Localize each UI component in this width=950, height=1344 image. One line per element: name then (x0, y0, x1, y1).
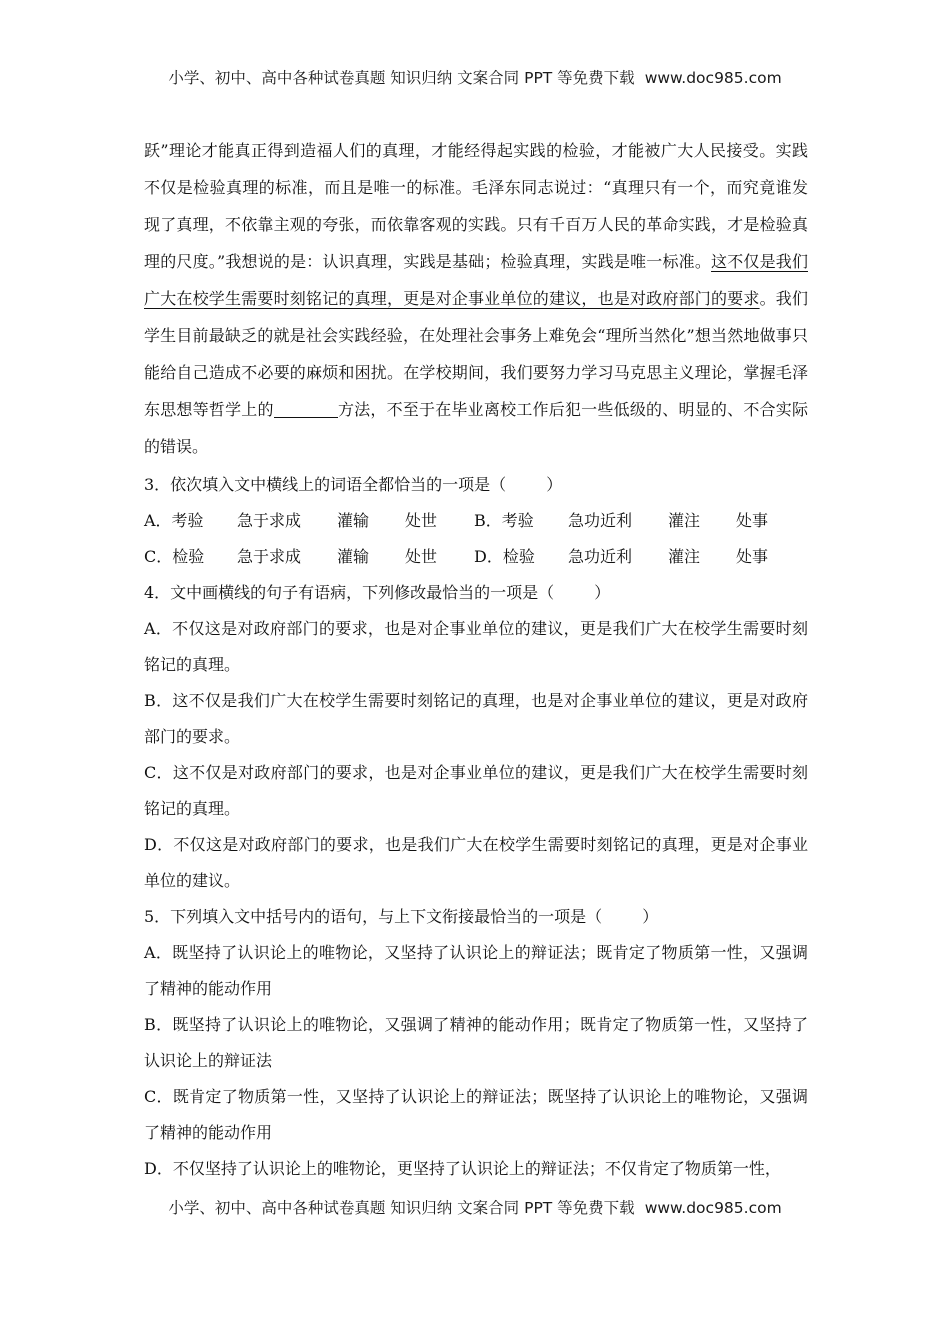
q3-opt-b-word4: 处事 (736, 511, 769, 530)
page-content (144, 132, 808, 1187)
question-4-text: 4．文中画横线的句子有语病，下列修改最恰当的一项是（ (144, 583, 555, 602)
passage-text-3: 方法，不至于在毕业离校工作后犯一些低级的、明显的、不合实际的错误。 (144, 400, 808, 456)
underlined-sentence: 这不仅是我们广大在校学生需要时刻铭记的真理，更是对企事业单位的建议，也是对政府部门的要求 (144, 252, 808, 308)
footer-banner (0, 1196, 950, 1218)
banner-text: 小学、初中、高中各种试卷真题 知识归纳 文案合同 PPT 等免费下载 (168, 69, 635, 87)
question-5-stem (144, 899, 808, 935)
question-5-close: ） (642, 907, 659, 926)
question-3-text: 3．依次填入文中横线上的词语全都恰当的一项是（ (144, 475, 507, 494)
passage-paragraph (144, 132, 808, 465)
q3-opt-c-word3: 灌输 (337, 547, 370, 566)
question-3-stem (144, 467, 808, 503)
q3-opt-b-word3: 灌注 (668, 511, 701, 530)
banner-text-footer: 小学、初中、高中各种试卷真题 知识归纳 文案合同 PPT 等免费下载 (168, 1199, 635, 1217)
header-banner (0, 66, 950, 88)
q5-option-c: C．既肯定了物质第一性，又坚持了认识论上的辩证法；既坚持了认识论上的唯物论，又强调了精神的能动作用 (144, 1087, 808, 1142)
q3-opt-d-word4: 处事 (736, 547, 769, 566)
q5-option-b: B．既坚持了认识论上的唯物论，又强调了精神的能动作用；既肯定了物质第一性，又坚持了认识论上的辩证法 (144, 1015, 808, 1070)
q3-opt-c-label: C．检验 (144, 547, 205, 566)
question-3-options-row-2 (144, 539, 808, 575)
q3-opt-d-word3: 灌注 (668, 547, 701, 566)
question-4-close: ） (594, 583, 611, 602)
banner-site-link-footer[interactable]: www.doc985.com (644, 1199, 782, 1217)
q3-opt-a-word3: 灌输 (337, 511, 370, 530)
q3-opt-b-label: B．考验 (474, 511, 534, 530)
fill-blank (274, 401, 338, 418)
q3-opt-d-word2: 急功近利 (568, 547, 633, 566)
q3-opt-d-label: D．检验 (474, 547, 535, 566)
q5-option-a: A．既坚持了认识论上的唯物论，又坚持了认识论上的辩证法；既肯定了物质第一性，又强调了精神的能动作用 (144, 943, 808, 998)
q5-option-d: D．不仅坚持了认识论上的唯物论，更坚持了认识论上的辩证法；不仅肯定了物质第一性， (144, 1159, 781, 1178)
question-3-close: ） (546, 475, 563, 494)
q4-option-d: D．不仅这是对政府部门的要求，也是我们广大在校学生需要时刻铭记的真理，更是对企事业单位的建议。 (144, 835, 808, 890)
question-5-text: 5．下列填入文中括号内的语句，与上下文衔接最恰当的一项是（ (144, 907, 603, 926)
q4-option-c: C．这不仅是对政府部门的要求，也是对企事业单位的建议，更是我们广大在校学生需要时刻铭记的真理。 (144, 763, 808, 818)
q3-opt-b-word2: 急功近利 (568, 511, 633, 530)
question-3-options-row-1 (144, 503, 808, 539)
q4-option-a: A．不仅这是对政府部门的要求，也是对企事业单位的建议，更是我们广大在校学生需要时刻铭记的真理。 (144, 619, 808, 674)
banner-site-link[interactable]: www.doc985.com (644, 69, 782, 87)
q3-opt-a-word4: 处世 (405, 511, 438, 530)
q3-opt-a-word2: 急于求成 (237, 511, 302, 530)
passage-text-1: 跃”理论才能真正得到造福人们的真理，才能经得起实践的检验，才能被广大人民接受。实践不仅是检验真理的标准，而且是唯一的标准。毛泽东同志说过：“真理只有一个，而究竟谁发现了真理，不依靠主观的夸张，而依靠客观的实践。只有千百万人民的革命实践，才是检验真理的尺度。”我想说的是：认识真理，实践是基础；检验真理，实践是唯一标准。 (144, 141, 808, 271)
q4-option-b: B．这不仅是我们广大在校学生需要时刻铭记的真理，也是对企事业单位的建议，更是对政府部门的要求。 (144, 691, 808, 746)
question-4-stem (144, 575, 808, 611)
q3-opt-c-word2: 急于求成 (237, 547, 302, 566)
q3-opt-c-word4: 处世 (405, 547, 438, 566)
q3-opt-a-label: A．考验 (144, 511, 204, 530)
passage-text-2: 。我们学生目前最缺乏的就是社会实践经验，在处理社会事务上难免会“理所当然化”想当然地做事只能给自己造成不必要的麻烦和困扰。在学校期间，我们要努力学习马克思主义理论，掌握毛泽东思想等哲学上的 (144, 289, 808, 419)
